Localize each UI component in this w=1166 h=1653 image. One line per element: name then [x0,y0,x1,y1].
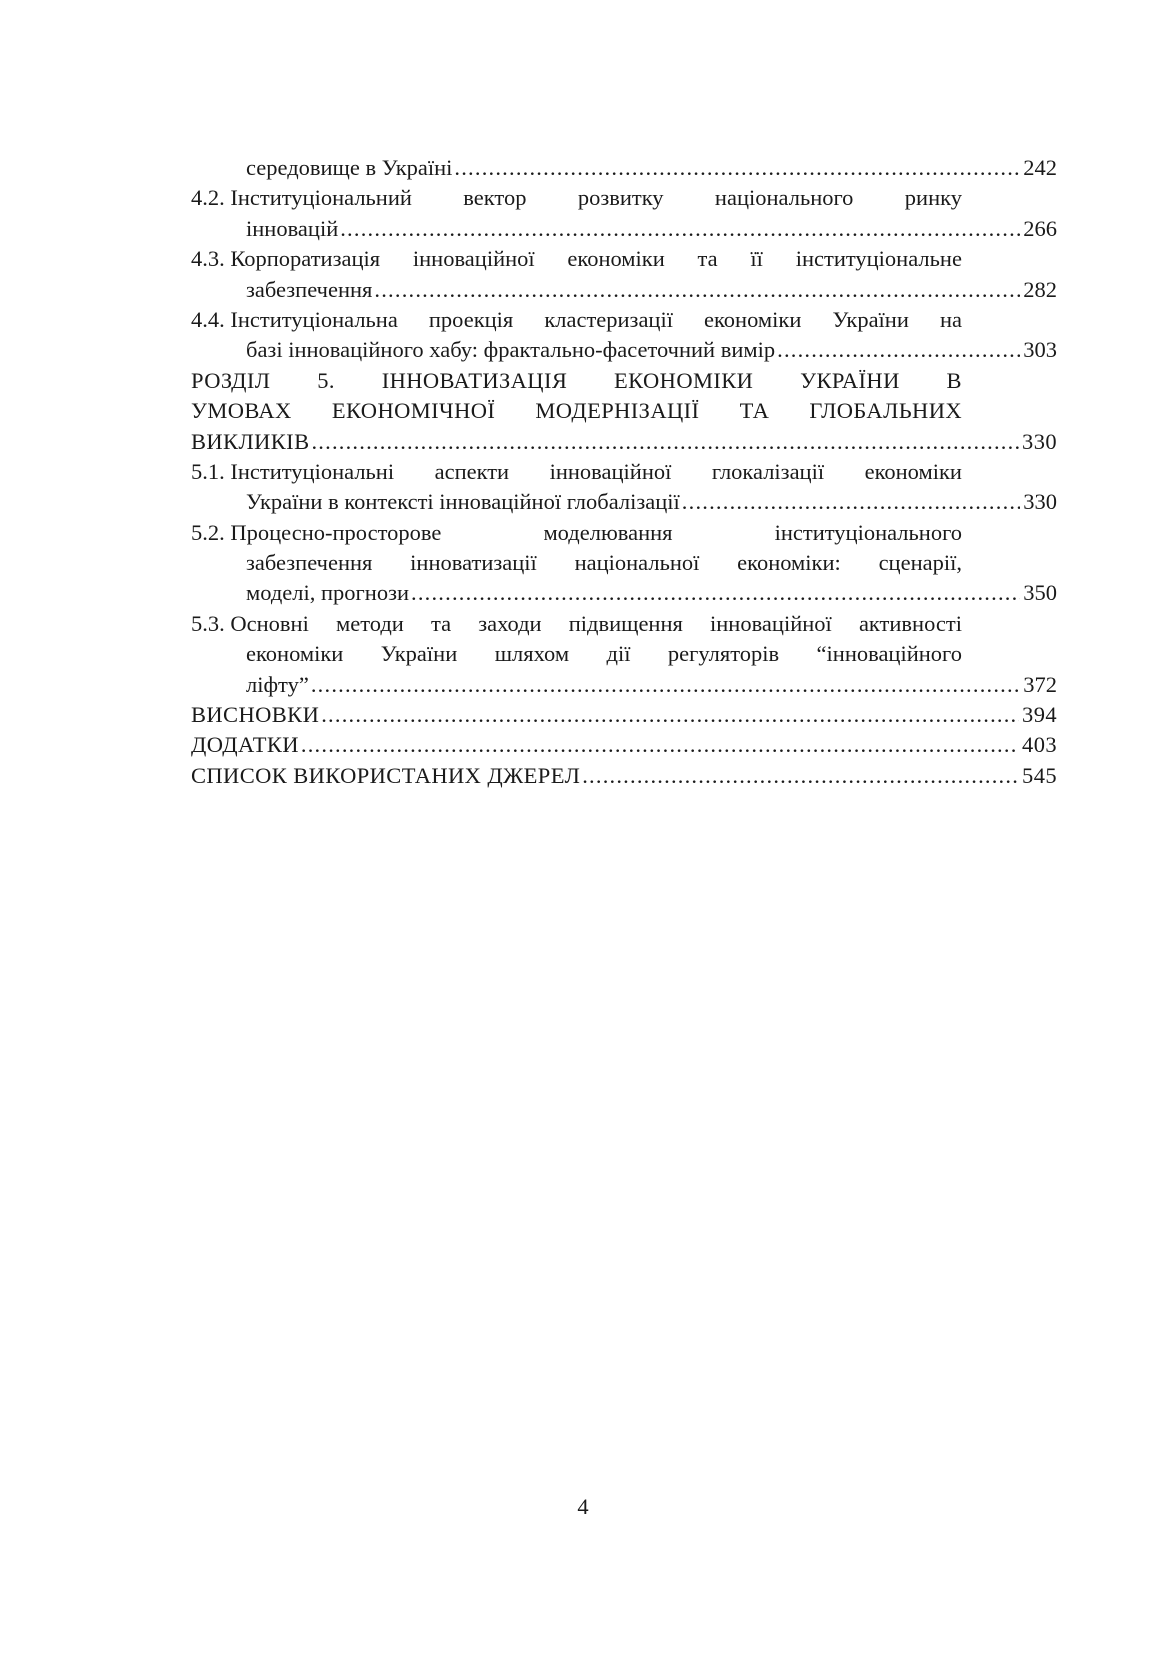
toc-chapter-line: РОЗДІЛ 5. ІННОВАТИЗАЦІЯ ЕКОНОМІКИ УКРАЇНИ В [191,367,962,393]
toc-page-number: 394 [1022,702,1057,728]
dot-leader [682,487,1020,517]
toc-entry-text: ВИСНОВКИ [191,702,320,728]
toc-entry-text: середовище в Україні [246,155,453,180]
toc-entry-number: 4.4. [191,306,225,332]
toc-entry-line: забезпечення інноватизації національної економіки: сценарії, [246,550,962,576]
dot-leader [311,670,1020,700]
dot-leader [321,700,1019,730]
toc-page-number: 403 [1022,732,1057,758]
toc-page-number: 330 [1023,489,1057,515]
toc-page-number: 372 [1023,671,1057,697]
toc-entry-number: 4.2. [191,185,225,211]
toc-entry-text: інновацій [246,215,339,241]
toc-chapter-line [191,427,1057,457]
toc-entry-line [191,214,1057,244]
toc-entry-text: України в контексті інноваційної глобалізації [246,489,680,515]
dot-leader [340,214,1020,244]
toc-entry-number: 5.2. [191,519,225,545]
page-number: 4 [577,1494,589,1519]
toc-entry-number: 4.3. [191,246,225,272]
toc-page-number: 266 [1023,215,1057,241]
toc-entry-number: 5.3. [191,610,225,636]
toc-entry-number: 5.1. [191,458,225,484]
toc-entry-line: 4.2. Інституціональний вектор розвитку національного ринку [191,185,962,211]
dot-leader [454,153,1020,183]
toc-appendices-line [191,730,1057,760]
toc-page-number: 303 [1023,337,1057,363]
toc-page-number: 330 [1022,428,1057,454]
toc-entry-line: 4.4. Інституціональна проекція кластеризації економіки України на [191,306,962,332]
toc-chapter-line: УМОВАХ ЕКОНОМІЧНОЇ МОДЕРНІЗАЦІЇ ТА ГЛОБАЛЬНИХ [191,398,962,424]
toc-entry-text: базі інноваційного хабу: фрактально-фасеточний вимір [246,337,776,363]
toc-entry-text: ДОДАТКИ [191,732,299,758]
toc-page-number: 242 [1023,155,1057,180]
toc-entry-line [191,275,1057,305]
toc-entry-line [191,670,1057,700]
dot-leader [374,275,1020,305]
toc-entry-line [191,487,1057,517]
toc-entry-line: 5.2. Процесно-просторове моделювання інституціонального [191,519,962,545]
toc-entry-line: 5.1. Інституціональні аспекти інноваційної глокалізації економіки [191,458,962,484]
toc-entry-text: ліфту” [246,671,309,697]
dot-leader [582,761,1019,791]
toc-entry-text: ВИКЛИКІВ [191,428,310,454]
toc-page-number: 350 [1023,580,1057,606]
toc-references-line [191,761,1057,791]
toc-entry-line [191,153,1057,183]
dot-leader [777,335,1020,365]
dot-leader [301,730,1019,760]
toc-entry-line [191,335,1057,365]
dot-leader [311,427,1019,457]
toc-entry-text: забезпечення [246,276,373,302]
toc-conclusions-line [191,700,1057,730]
toc-entry-text: моделі, прогнози [246,580,409,606]
dot-leader [411,578,1020,608]
toc-page-number: 282 [1023,276,1057,302]
table-of-contents [191,153,1057,791]
toc-page-number: 545 [1022,762,1057,788]
toc-entry-text: СПИСОК ВИКОРИСТАНИХ ДЖЕРЕЛ [191,762,581,788]
toc-entry-line: 5.3. Основні методи та заходи підвищення інноваційної активності [191,610,962,636]
toc-entry-line: економіки України шляхом дії регуляторів “інноваційного [246,641,962,667]
toc-entry-line: 4.3. Корпоратизація інноваційної економіки та її інституціональне [191,246,962,272]
toc-entry-line [191,578,1057,608]
